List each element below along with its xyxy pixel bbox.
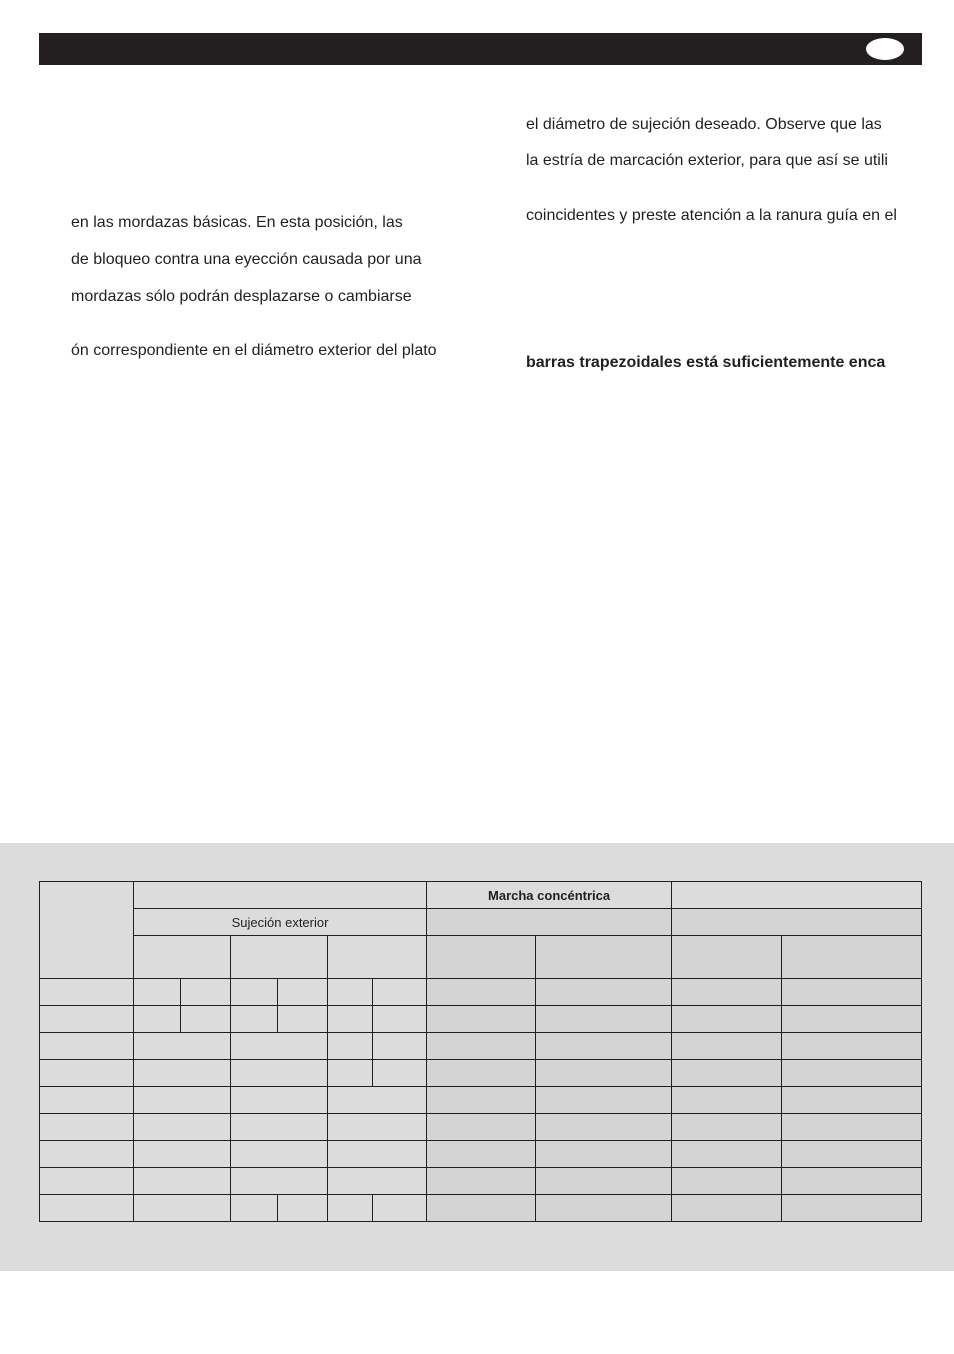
header-col-b <box>231 936 328 979</box>
table-row <box>40 1168 922 1195</box>
header-col-e <box>536 936 672 979</box>
table-row <box>40 1087 922 1114</box>
table-row <box>40 1141 922 1168</box>
row-label-header <box>40 882 134 979</box>
right-line-2: la estría de marcación exterior, para que así se utili <box>526 152 888 169</box>
right-bold-line: barras trapezoidales está suficientemente enca <box>526 354 886 371</box>
header-marcha-concentrica: Marcha concéntrica <box>427 882 672 909</box>
header-sub-right <box>672 909 922 936</box>
table-row <box>40 979 922 1006</box>
left-line-3: mordazas sólo podrán desplazarse o cambiarse <box>71 288 412 305</box>
right-line-3: coincidentes y preste atención a la ranura guía en el <box>526 207 897 224</box>
header-group-right <box>672 882 922 909</box>
header-col-f <box>672 936 782 979</box>
header-sub-marcha <box>427 909 672 936</box>
header-group-left <box>134 882 427 909</box>
left-line-2: de bloqueo contra una eyección causada por una <box>71 251 422 268</box>
header-col-a <box>134 936 231 979</box>
table-row <box>40 1033 922 1060</box>
table-row <box>40 1006 922 1033</box>
left-line-1: en las mordazas básicas. En esta posición, las <box>71 214 403 231</box>
table-row <box>40 1060 922 1087</box>
header-bar <box>39 33 922 65</box>
header-sujecion-exterior: Sujeción exterior <box>134 909 427 936</box>
table-row <box>40 1114 922 1141</box>
language-badge <box>866 38 904 60</box>
header-col-d <box>427 936 536 979</box>
left-line-4: ón correspondiente en el diámetro exterior del plato <box>71 342 437 359</box>
header-col-g <box>782 936 922 979</box>
header-col-c <box>328 936 427 979</box>
clamping-table <box>39 881 922 1222</box>
right-line-1: el diámetro de sujeción deseado. Observe que las <box>526 116 882 133</box>
table-row <box>40 1195 922 1222</box>
